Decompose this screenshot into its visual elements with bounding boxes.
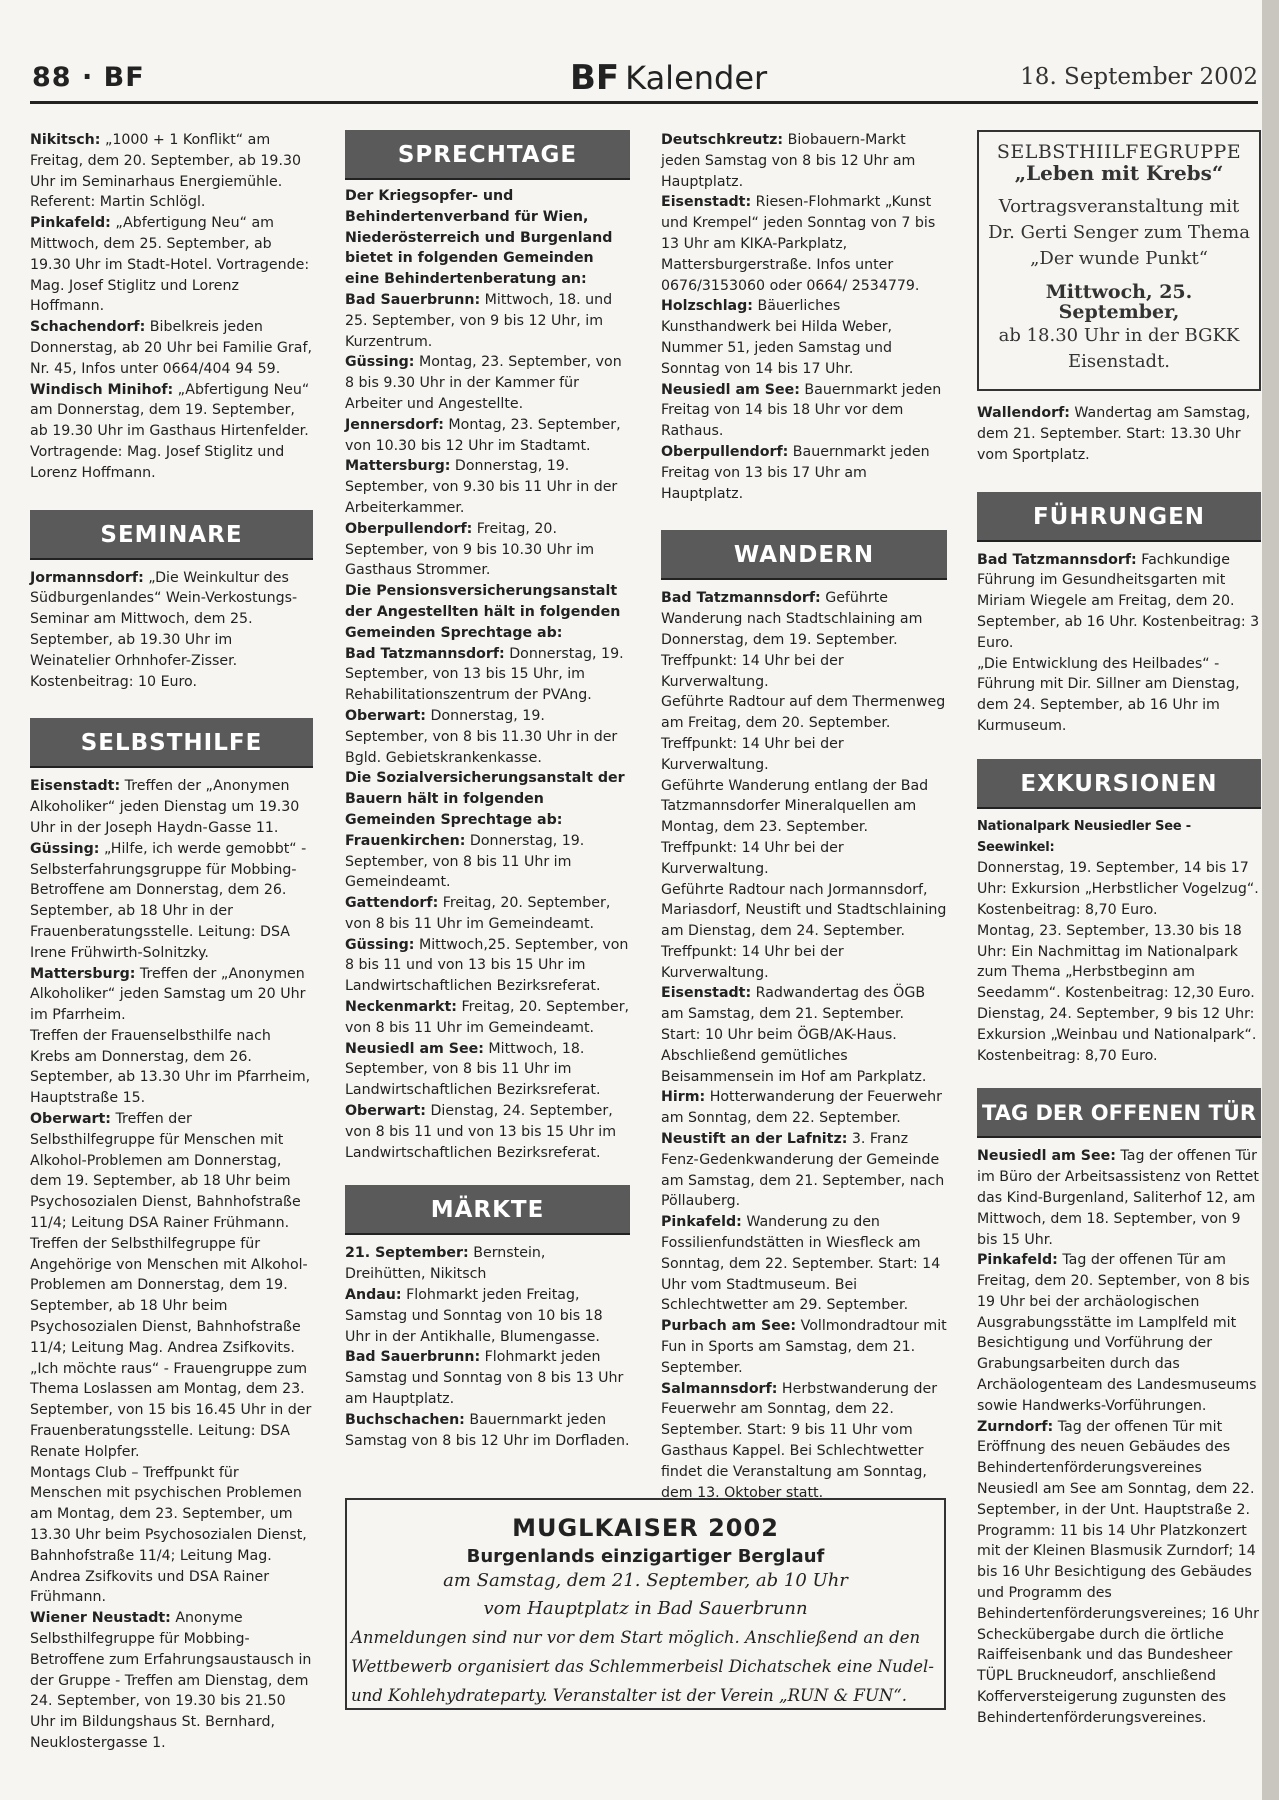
- item-text: Bernstein, Dreihütten, Nikitsch: [345, 1245, 546, 1283]
- item-place: Bad Tatzmannsdorf:: [345, 645, 505, 662]
- item-text: Fachkundige Führung im Gesundheitsgarten mit Miriam Wiegele am Freitag, dem 20. September, ab 16 Uhr. Kostenbeitrag: 3 Euro.: [977, 551, 1260, 651]
- item-place: Pinkafeld:: [30, 215, 111, 232]
- tag-list: [977, 1146, 1261, 1728]
- list-item: [345, 456, 630, 518]
- item-text: Donnerstag, 19. September, von 13 bis 15 Uhr, im Rehabilitationszentrum der PVAng.: [345, 645, 624, 704]
- item-text: Wandertag am Samstag, dem 21. September. Start: 13.30 Uhr vom Sportplatz.: [977, 405, 1251, 463]
- item-place: Oberwart:: [30, 1111, 111, 1128]
- section-maerkte: MÄRKTE: [345, 1185, 630, 1235]
- item-place: Neusiedl am See:: [977, 1148, 1116, 1165]
- list-item: [345, 352, 630, 414]
- item-text: „Abfertigung Neu“ am Donnerstag, dem 19. September, ab 19.30 Uhr im Gasthaus Hirtenfelder. Vortragende: Mag. Josef Stiglitz und Lorenz Hoffmann.: [30, 381, 310, 481]
- section-fuehrungen: FÜHRUNGEN: [977, 492, 1261, 542]
- item-text: Freitag, 20. September, von 9 bis 10.30 Uhr im Gasthaus Strommer.: [345, 520, 595, 579]
- list-item: [345, 1285, 630, 1347]
- list-item: [30, 839, 313, 964]
- title-text: Kalender: [625, 59, 768, 97]
- list-item: [30, 776, 313, 838]
- item-place: Jormannsdorf:: [30, 569, 144, 586]
- item-text: Riesen-Flohmarkt „Kunst und Krempel“ jeden Sonntag von 7 bis 13 Uhr am KIKA-Parkplatz, Mattersburgerstraße. Infos unter 0676/3153060 oder 0664/ 2534779.: [661, 194, 936, 294]
- section-wandern: WANDERN: [661, 530, 947, 580]
- list-item: [661, 776, 947, 880]
- sprechtage-intro-3: Die Sozialversicherungsanstalt der Bauern hält in folgenden Gemeinden Sprechtage ab:: [345, 770, 625, 828]
- item-text: „Die Entwicklung des Heilbades“ - Führung mit Dir. Sillner am Dienstag, dem 24. September, ab 16 Uhr im Kurmuseum.: [977, 655, 1240, 734]
- list-item: [345, 893, 630, 935]
- issue-date: 18. September 2002: [1020, 64, 1258, 90]
- item-place: Neckenmarkt:: [345, 999, 457, 1016]
- item-place: Buchschachen:: [345, 1411, 465, 1428]
- item-text: Bauernmarkt jeden Freitag von 13 bis 17 Uhr am Hauptplatz.: [661, 443, 930, 502]
- item-place: Jennersdorf:: [345, 416, 444, 433]
- fuehrungen-list: [977, 550, 1261, 737]
- item-place: Salmannsdorf:: [661, 1380, 778, 1397]
- item-place: Mattersburg:: [345, 458, 451, 475]
- list-item: [977, 1004, 1261, 1066]
- list-item: [30, 1608, 313, 1754]
- item-text: Geführte Wanderung entlang der Bad Tatzmannsdorfer Mineralquellen am Montag, dem 23. September. Treffpunkt: 14 Uhr bei der Kurverwaltung.: [661, 777, 929, 877]
- item-text: Tag der offenen Tür mit Eröffnung des neuen Gebäudes des Behindertenförderungsvereines Neusiedl am See am Sonntag, dem 22. September, in der Unt. Hauptstraße 2. Programm: 11 bis 14 Uhr Platzkonzert mit der Kleinen Blasmusik Zurndorf; 14 bis 16 Uhr Besichtigung des Gebäudes und Programm des Behindertenförderungsvereines; 16 Uhr Scheckübergabe durch die örtliche Raiffeisenbank und das Bundesheer TÜPL Bruckneudorf, anschließend Kofferversteigerung zugunsten des Behindertenförderungsvereines.: [977, 1418, 1259, 1726]
- list-item: [661, 192, 947, 296]
- column-1: [30, 130, 313, 1754]
- section-selbsthilfe: SELBSTHILFE: [30, 718, 313, 768]
- item-place: Bad Sauerbrunn:: [345, 291, 481, 308]
- list-item: [977, 654, 1261, 737]
- item-text: Dienstag, 24. September, von 8 bis 11 und von 13 bis 15 Uhr im Landwirtschaftlichen Bezirksreferat.: [345, 1103, 617, 1161]
- item-text: Geführte Radtour auf dem Thermenweg am Freitag, dem 20. September. Treffpunkt: 14 Uhr bei der Kurverwaltung.: [661, 694, 946, 773]
- item-text: Anonyme Selbsthilfegruppe für Mobbing-Betroffene zum Erfahrungsaustausch in der Gruppe - Treffen am Dienstag, dem 24. September, von 19.30 bis 21.50 Uhr im Bildungshaus St. Bernhard, Neuklostergasse 1.: [30, 1610, 312, 1751]
- list-item: [661, 1379, 947, 1504]
- item-place: Holzschlag:: [661, 298, 753, 315]
- item-place: Eisenstadt:: [661, 194, 752, 211]
- list-item: [661, 1087, 947, 1129]
- list-item: [30, 1026, 313, 1109]
- list-item: [345, 1347, 630, 1409]
- item-text: Geführte Radtour nach Jormannsdorf, Mariasdorf, Neustift und Stadtschlaining am Dienstag, dem 24. September. Treffpunkt: 14 Uhr bei der Kurverwaltung.: [661, 881, 947, 981]
- sprechtage-list-2: [345, 644, 630, 769]
- item-place: Schachendorf:: [30, 319, 146, 336]
- box-line-1: SELBSTHIILFEGRUPPE: [996, 141, 1242, 163]
- list-item: [30, 317, 313, 379]
- item-place: Oberpullendorf:: [345, 520, 473, 537]
- list-item: [345, 1410, 630, 1452]
- item-text: Montag, 23. September, von 8 bis 9.30 Uhr in der Kammer für Arbeiter und Angestellte.: [345, 354, 622, 412]
- item-text: „Hilfe, ich werde gemobbt“ - Selbsterfahrungsgruppe für Mobbing-Betroffene am Donnerstag, dem 26. September, ab 18 Uhr in der Frauenberatungsstelle. Leitung: DSA Irene Frühwirth-Solnitzky.: [30, 840, 307, 961]
- page-header: [30, 56, 1258, 98]
- sprechtage-intro-1: Der Kriegsopfer- und Behindertenverband für Wien, Niederösterreich und Burgenland bietet in folgenden Gemeinden eine Behindertenberatung an:: [345, 188, 613, 288]
- item-place: Bad Tatzmannsdorf:: [977, 551, 1137, 568]
- item-place: Neustift an der Lafnitz:: [661, 1131, 848, 1148]
- item-text: Montags Club – Treffpunkt für Menschen mit psychischen Problemen am Montag, dem 23. September, um 13.30 Uhr beim Psychosozialen Dienst, Bahnhofstraße 11/4; Leitung Mag. Andrea Zsifkovits und DSA Rainer Frühmann.: [30, 1464, 307, 1606]
- section-seminare: SEMINARE: [30, 510, 313, 560]
- item-place: Güssing:: [345, 354, 415, 371]
- list-item: [30, 568, 313, 693]
- item-text: Geführte Wanderung nach Stadtschlaining am Donnerstag, dem 19. September. Treffpunkt: 14 Uhr bei der Kurverwaltung.: [661, 590, 923, 690]
- item-text: Flohmarkt jeden Freitag, Samstag und Sonntag von 10 bis 18 Uhr in der Antikhalle, Blumengasse.: [345, 1287, 603, 1345]
- list-item: [345, 1039, 630, 1101]
- item-text: Treffen der Selbsthilfegruppe für Angehörige von Menschen mit Alkohol-Problemen am Donnerstag, dem 19. September, ab 18 Uhr beim Psychosozialen Dienst, Bahnhofstraße 11/4; Leitung Mag. Andrea Zsifkovits.: [30, 1235, 308, 1356]
- item-place: Wallendorf:: [977, 405, 1070, 422]
- list-item: [30, 380, 313, 484]
- item-text: Montag, 23. September, von 10.30 bis 12 Uhr im Stadtamt.: [345, 416, 621, 454]
- column-3: [661, 130, 947, 1503]
- muglkaiser-title: MUGLKAISER 2002: [512, 1514, 779, 1542]
- sprechtage-list-1: [345, 290, 630, 581]
- item-text: Mittwoch, 18. September, von 8 bis 11 Uhr im Landwirtschaftlichen Bezirksreferat.: [345, 1040, 601, 1099]
- list-item: [345, 415, 630, 457]
- exkursionen-head: Nationalpark Neusiedler See - Seewinkel:: [977, 818, 1191, 855]
- item-text: Mittwoch,25. September, von 8 bis 11 und von 13 bis 15 Uhr im Landwirtschaftlichen Bezirksreferat.: [345, 936, 629, 995]
- list-item: [977, 1417, 1261, 1729]
- list-item: [345, 1101, 630, 1163]
- item-text: Hotterwanderung der Feuerwehr am Sonntag, dem 22. September.: [661, 1089, 943, 1127]
- item-text: Bauernmarkt jeden Samstag von 8 bis 12 Uhr im Dorfladen.: [345, 1411, 630, 1449]
- item-text: Treffen der Selbsthilfegruppe für Menschen mit Alkohol-Problemen am Donnerstag, dem 19. September, ab 18 Uhr beim Psychosozialen Dienst, Bahnhofstraße 11/4; Leitung DSA Rainer Frühmann.: [30, 1111, 301, 1232]
- item-text: Wanderung zu den Fossilienfundstätten in Wiesfleck am Sonntag, dem 22. September. Start: 14 Uhr vom Stadtmuseum. Bei Schlechtwetter am 29. September.: [661, 1214, 941, 1314]
- intro-list: [30, 130, 313, 484]
- item-place: Güssing:: [345, 936, 415, 953]
- list-item: [977, 1250, 1261, 1416]
- item-text: Freitag, 20. September, von 8 bis 11 Uhr im Gemeindeamt.: [345, 999, 630, 1036]
- header-rule: [30, 101, 1258, 104]
- item-text: Donnerstag, 19. September, 14 bis 17 Uhr: Exkursion „Herbstlicher Vogelzug“. Kostenbeitrag: 8,70 Euro.: [977, 860, 1259, 918]
- item-place: Mattersburg:: [30, 965, 136, 982]
- list-item: [30, 964, 313, 1026]
- muglkaiser-line-4: Wettbewerb organisiert das Schlemmerbeisl Dichatschek eine Nudel-: [351, 1657, 934, 1676]
- list-item: [345, 935, 630, 997]
- muglkaiser-box: [345, 1498, 946, 1710]
- item-text: Dienstag, 24. September, 9 bis 12 Uhr: Exkursion „Weinbau und Nationalpark“. Kostenbeitrag: 8,70 Euro.: [977, 1005, 1257, 1064]
- item-text: Radwandertag des ÖGB am Samstag, dem 21. September. Start: 10 Uhr beim ÖGB/AK-Haus. Abschließend gemütliches Beisammensein im Hof am Parkplatz.: [661, 985, 927, 1085]
- item-text: Biobauern-Markt jeden Samstag von 8 bis 12 Uhr am Hauptplatz.: [661, 132, 916, 190]
- list-item: [661, 1129, 947, 1212]
- list-item: [661, 880, 947, 984]
- section-sprechtage: SPRECHTAGE: [345, 130, 630, 180]
- item-place: Bad Tatzmannsdorf:: [661, 590, 821, 607]
- wandern-cont-list: [977, 403, 1261, 465]
- page-number: 88 · BF: [32, 62, 145, 93]
- list-item: [977, 1146, 1261, 1250]
- item-text: „1000 + 1 Konflikt“ am Freitag, dem 20. September, ab 19.30 Uhr im Seminarhaus Energiemühle. Referent: Martin Schlögl.: [30, 132, 302, 211]
- list-item: [30, 213, 313, 317]
- item-text: Vollmondradtour mit Fun in Sports am Samstag, dem 21. September.: [661, 1318, 947, 1376]
- item-place: Wiener Neustadt:: [30, 1610, 171, 1627]
- item-place: Neusiedl am See:: [661, 381, 800, 398]
- box-line-2: „Leben mit Krebs“: [1014, 160, 1224, 185]
- item-text: Treffen der „Anonymen Alkoholiker“ jeden Samstag um 20 Uhr im Pfarrheim.: [30, 965, 306, 1024]
- muglkaiser-subtitle: Burgenlands einzigartiger Berglauf: [466, 1546, 825, 1567]
- list-item: [977, 550, 1261, 654]
- item-place: Nikitsch:: [30, 132, 101, 148]
- list-item: [977, 403, 1261, 465]
- item-place: Güssing:: [30, 840, 100, 857]
- item-place: Gattendorf:: [345, 895, 439, 912]
- item-text: Treffen der Frauenselbsthilfe nach Krebs am Donnerstag, dem 26. September, ab 13.30 Uhr im Pfarrheim, Hauptstraße 15.: [30, 1027, 311, 1107]
- item-place: Pinkafeld:: [661, 1214, 742, 1231]
- item-place: Pinkafeld:: [977, 1252, 1058, 1269]
- selbsthilfe-list: [30, 776, 313, 1753]
- item-text: Flohmarkt jeden Samstag und Sonntag von 8 bis 13 Uhr am Hauptplatz.: [345, 1349, 624, 1408]
- wandern-list: [661, 588, 947, 1503]
- item-place: Eisenstadt:: [661, 985, 752, 1002]
- list-item: [661, 296, 947, 379]
- box-line-3: Vortragsveranstaltung mit Dr. Gerti Senger zum Thema „Der wunde Punkt“: [988, 195, 1250, 269]
- item-place: 21. September:: [345, 1245, 469, 1262]
- list-item: [661, 1212, 947, 1316]
- item-text: Donnerstag, 19. September, von 9.30 bis 11 Uhr in der Arbeiterkammer.: [345, 458, 618, 516]
- item-text: Herbstwanderung der Feuerwehr am Sonntag, dem 22. September. Start: 9 bis 11 Uhr vom Gasthaus Kappel. Bei Schlechtwetter findet die Veranstaltung am Sonntag, dem 13. Oktober statt.: [661, 1380, 938, 1501]
- maerkte-list: [345, 1243, 630, 1451]
- item-text: Freitag, 20. September, von 8 bis 11 Uhr im Gemeindeamt.: [345, 895, 611, 932]
- sprechtage-list-3: [345, 831, 630, 1164]
- list-item: [345, 290, 630, 352]
- list-item: [30, 1109, 313, 1234]
- list-item: [345, 706, 630, 768]
- list-item: [345, 997, 630, 1039]
- list-item: [977, 921, 1261, 1004]
- item-text: „Abfertigung Neu“ am Mittwoch, dem 25. September, ab 19.30 Uhr im Stadt-Hotel. Vortragende: Mag. Josef Stiglitz und Lorenz Hoffmann.: [30, 215, 310, 315]
- item-place: Oberwart:: [345, 707, 426, 724]
- list-item: [30, 130, 313, 213]
- item-place: Neusiedl am See:: [345, 1040, 484, 1057]
- section-exkursionen: EXKURSIONEN: [977, 759, 1261, 809]
- box-line-5: ab 18.30 Uhr in der BGKK Eisenstadt.: [998, 325, 1240, 373]
- list-item: [30, 1463, 313, 1609]
- item-place: Zurndorf:: [977, 1418, 1054, 1435]
- seminare-list: [30, 568, 313, 693]
- item-text: Mittwoch, 18. und 25. September, von 9 bis 12 Uhr, im Kurzentrum.: [345, 291, 613, 350]
- list-item: [661, 588, 947, 692]
- item-text: Bäuerliches Kunsthandwerk bei Hilda Weber, Nummer 51, jeden Samstag und Sonntag von 14 bis 17 Uhr.: [661, 298, 893, 377]
- muglkaiser-line-5: und Kohlehydrateparty. Veranstalter ist der Verein „RUN & FUN“.: [351, 1686, 907, 1705]
- list-item: [661, 380, 947, 442]
- list-item: [661, 130, 947, 192]
- page-title: [570, 58, 767, 98]
- item-text: „Ich möchte raus“ - Frauengruppe zum Thema Loslassen am Montag, dem 23. September, von 15 bis 16.45 Uhr in der Frauenberatungsstelle. Leitung: DSA Renate Holpfer.: [30, 1360, 312, 1460]
- item-place: Windisch Minihof:: [30, 381, 174, 398]
- list-item: [30, 1234, 313, 1359]
- item-text: 3. Franz Fenz-Gedenkwanderung der Gemeinde am Samstag, dem 21. September, nach Pöllauberg.: [661, 1131, 945, 1210]
- item-text: Tag der offenen Tür im Büro der Arbeitsassistenz von Rettet das Kind-Burgenland, Saliterhof 12, am Mittwoch, dem 18. September, von 9 bis 15 Uhr.: [977, 1148, 1259, 1248]
- item-place: Frauenkirchen:: [345, 832, 466, 849]
- item-text: Bauernmarkt jeden Freitag von 14 bis 18 Uhr vor dem Rathaus.: [661, 381, 942, 440]
- list-item: [30, 1359, 313, 1463]
- exkursionen-list: [977, 858, 1261, 1066]
- box-line-4: Mittwoch, 25. September,: [1045, 280, 1193, 324]
- muglkaiser-line-2: vom Hauptplatz in Bad Sauerbrunn: [483, 1598, 808, 1619]
- item-place: Deutschkreutz:: [661, 132, 784, 148]
- logo: BF: [570, 58, 620, 98]
- list-item: [345, 831, 630, 893]
- item-text: Donnerstag, 19. September, von 8 bis 11 Uhr im Gemeindeamt.: [345, 832, 585, 891]
- item-text: Tag der offenen Tür am Freitag, dem 20. September, von 8 bis 19 Uhr bei der archäologischen Ausgrabungsstätte im Lamplfeld mit Besichtigung und Vorführung der Grabungsarbeiten durch das Archäologenteam des Landesmuseums sowie Handwerks-Vorführungen.: [977, 1252, 1257, 1414]
- list-item: [977, 858, 1261, 920]
- list-item: [345, 1243, 630, 1285]
- item-place: Oberwart:: [345, 1103, 426, 1120]
- sprechtage-intro-2: Die Pensionsversicherungsanstalt der Angestellten hält in folgenden Gemeinden Sprechtage ab:: [345, 583, 621, 641]
- item-text: Bibelkreis jeden Donnerstag, ab 20 Uhr bei Familie Graf, Nr. 45, Infos unter 0664/404 94 59.: [30, 319, 312, 377]
- column-2: [345, 130, 630, 1451]
- list-item: [661, 692, 947, 775]
- column-4: [977, 130, 1261, 1729]
- page-edge: [1262, 0, 1279, 1800]
- item-place: Hirm:: [661, 1089, 706, 1106]
- list-item: [661, 983, 947, 1087]
- selbsthilfegruppe-box: [977, 130, 1261, 391]
- item-text: „Die Weinkultur des Südburgenlandes“ Wein-Verkostungs-Seminar am Mittwoch, dem 25. September, ab 19.30 Uhr im Weinatelier Orhnhofer-Zisser. Kostenbeitrag: 10 Euro.: [30, 569, 298, 690]
- item-text: Donnerstag, 19. September, von 8 bis 11.30 Uhr in der Bgld. Gebietskrankenkasse.: [345, 707, 618, 766]
- list-item: [661, 442, 947, 504]
- maerkte-cont-list: [661, 130, 947, 504]
- muglkaiser-line-1: am Samstag, dem 21. September, ab 10 Uhr: [443, 1570, 848, 1591]
- item-text: Treffen der „Anonymen Alkoholiker“ jeden Dienstag um 19.30 Uhr in der Joseph Haydn-Gasse 11.: [30, 778, 300, 836]
- section-tag-der-offenen-tuer: TAG DER OFFENEN TÜR: [977, 1088, 1261, 1138]
- list-item: [661, 1316, 947, 1378]
- item-place: Eisenstadt:: [30, 778, 121, 795]
- item-place: Bad Sauerbrunn:: [345, 1349, 481, 1366]
- list-item: [345, 519, 630, 581]
- item-text: Montag, 23. September, 13.30 bis 18 Uhr: Ein Nachmittag im Nationalpark zum Thema „Herbstbeginn am Seedamm“. Kostenbeitrag: 12,30 Euro.: [977, 922, 1255, 1002]
- item-place: Andau:: [345, 1287, 402, 1304]
- muglkaiser-line-3: Anmeldungen sind nur vor dem Start möglich. Anschließend an den: [351, 1628, 921, 1647]
- item-place: Oberpullendorf:: [661, 443, 789, 460]
- item-place: Purbach am See:: [661, 1318, 797, 1335]
- list-item: [345, 644, 630, 706]
